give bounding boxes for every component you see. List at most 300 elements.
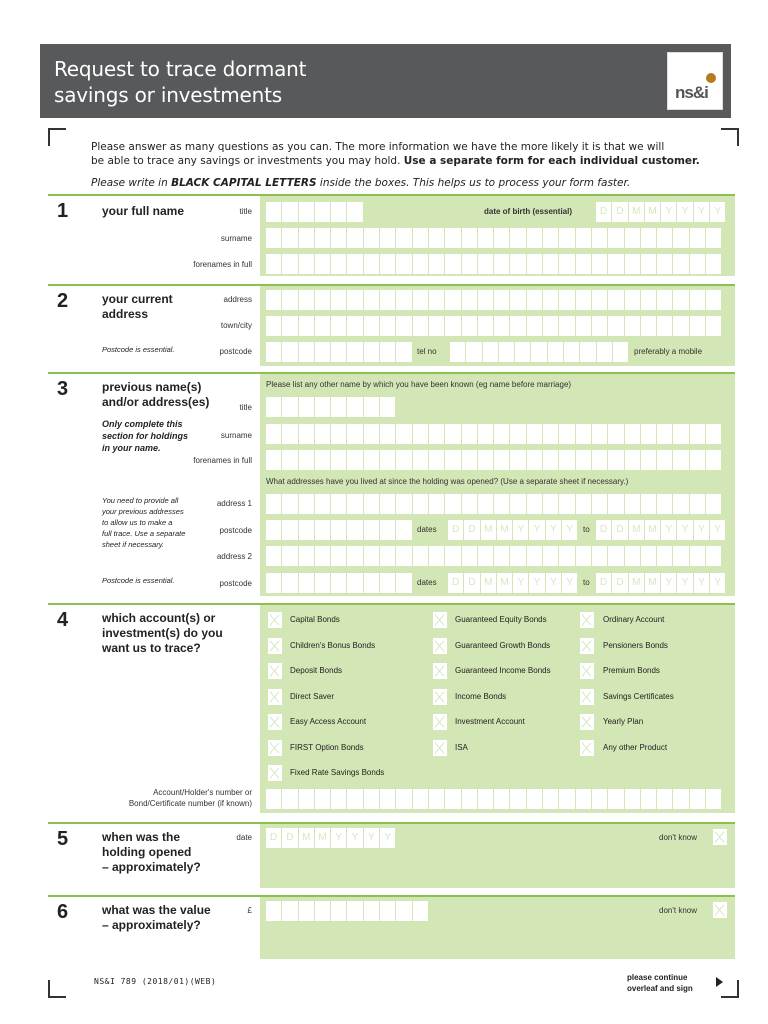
char-box[interactable] <box>413 494 429 514</box>
char-box[interactable] <box>641 254 657 274</box>
date-char-box[interactable]: Y <box>513 573 529 593</box>
s3-dates1-to-boxes[interactable] <box>596 520 726 540</box>
date-char-box[interactable]: Y <box>529 520 545 540</box>
char-box[interactable] <box>673 546 689 566</box>
char-box[interactable] <box>364 316 380 336</box>
char-box[interactable] <box>494 494 510 514</box>
char-box[interactable] <box>396 546 412 566</box>
account-checkbox[interactable] <box>580 689 594 705</box>
char-box[interactable] <box>331 494 347 514</box>
char-box[interactable] <box>494 546 510 566</box>
char-box[interactable] <box>706 290 722 310</box>
char-box[interactable] <box>608 546 624 566</box>
char-box[interactable] <box>478 546 494 566</box>
s3-dates2-from-boxes[interactable] <box>448 573 578 593</box>
char-box[interactable] <box>690 450 706 470</box>
s2-postcode-boxes[interactable] <box>266 342 413 362</box>
char-box[interactable] <box>527 290 543 310</box>
date-char-box[interactable]: D <box>448 573 464 593</box>
char-box[interactable] <box>282 450 298 470</box>
date-char-box[interactable]: Y <box>661 573 677 593</box>
char-box[interactable] <box>673 290 689 310</box>
s2-tel-boxes[interactable] <box>450 342 629 362</box>
s3-dates1-from-boxes[interactable] <box>448 520 578 540</box>
char-box[interactable] <box>559 789 575 809</box>
char-box[interactable] <box>282 520 298 540</box>
char-box[interactable] <box>331 202 347 222</box>
char-box[interactable] <box>510 546 526 566</box>
char-box[interactable] <box>266 342 282 362</box>
char-box[interactable] <box>331 573 347 593</box>
char-box[interactable] <box>527 424 543 444</box>
char-box[interactable] <box>462 494 478 514</box>
date-char-box[interactable]: Y <box>710 573 726 593</box>
date-char-box[interactable]: D <box>464 573 480 593</box>
char-box[interactable] <box>576 494 592 514</box>
char-box[interactable] <box>299 546 315 566</box>
date-char-box[interactable]: M <box>645 573 661 593</box>
char-box[interactable] <box>527 450 543 470</box>
char-box[interactable] <box>364 228 380 248</box>
char-box[interactable] <box>299 202 315 222</box>
char-box[interactable] <box>690 290 706 310</box>
char-box[interactable] <box>445 494 461 514</box>
char-box[interactable] <box>706 494 722 514</box>
char-box[interactable] <box>576 254 592 274</box>
char-box[interactable] <box>315 290 331 310</box>
char-box[interactable] <box>413 546 429 566</box>
date-char-box[interactable]: Y <box>513 520 529 540</box>
char-box[interactable] <box>543 290 559 310</box>
char-box[interactable] <box>580 342 596 362</box>
s6-dont-know-checkbox[interactable] <box>713 902 727 918</box>
char-box[interactable] <box>608 228 624 248</box>
date-char-box[interactable]: M <box>299 828 315 848</box>
char-box[interactable] <box>364 494 380 514</box>
char-box[interactable] <box>657 789 673 809</box>
char-box[interactable] <box>380 342 396 362</box>
char-box[interactable] <box>657 254 673 274</box>
date-char-box[interactable]: Y <box>694 573 710 593</box>
char-box[interactable] <box>462 450 478 470</box>
char-box[interactable] <box>564 342 580 362</box>
char-box[interactable] <box>331 546 347 566</box>
date-char-box[interactable]: D <box>464 520 480 540</box>
char-box[interactable] <box>543 494 559 514</box>
char-box[interactable] <box>364 901 380 921</box>
char-box[interactable] <box>380 520 396 540</box>
date-char-box[interactable]: Y <box>694 202 710 222</box>
char-box[interactable] <box>413 290 429 310</box>
char-box[interactable] <box>380 254 396 274</box>
char-box[interactable] <box>282 342 298 362</box>
char-box[interactable] <box>364 424 380 444</box>
char-box[interactable] <box>510 424 526 444</box>
char-box[interactable] <box>527 254 543 274</box>
date-char-box[interactable]: Y <box>364 828 380 848</box>
char-box[interactable] <box>282 546 298 566</box>
date-char-box[interactable]: Y <box>677 202 693 222</box>
date-char-box[interactable]: Y <box>380 828 396 848</box>
account-checkbox[interactable] <box>433 663 447 679</box>
date-char-box[interactable]: Y <box>347 828 363 848</box>
char-box[interactable] <box>608 494 624 514</box>
char-box[interactable] <box>364 789 380 809</box>
char-box[interactable] <box>510 228 526 248</box>
s3-title-boxes[interactable] <box>266 397 396 417</box>
char-box[interactable] <box>266 494 282 514</box>
char-box[interactable] <box>576 316 592 336</box>
char-box[interactable] <box>559 228 575 248</box>
account-checkbox[interactable] <box>268 689 282 705</box>
char-box[interactable] <box>299 494 315 514</box>
char-box[interactable] <box>543 424 559 444</box>
date-char-box[interactable]: Y <box>562 520 578 540</box>
account-checkbox[interactable] <box>433 689 447 705</box>
char-box[interactable] <box>543 228 559 248</box>
char-box[interactable] <box>282 573 298 593</box>
char-box[interactable] <box>364 290 380 310</box>
account-checkbox[interactable] <box>268 740 282 756</box>
char-box[interactable] <box>478 789 494 809</box>
char-box[interactable] <box>347 546 363 566</box>
char-box[interactable] <box>315 546 331 566</box>
char-box[interactable] <box>510 494 526 514</box>
char-box[interactable] <box>266 789 282 809</box>
char-box[interactable] <box>396 573 412 593</box>
char-box[interactable] <box>429 494 445 514</box>
char-box[interactable] <box>494 254 510 274</box>
char-box[interactable] <box>450 342 466 362</box>
char-box[interactable] <box>510 254 526 274</box>
char-box[interactable] <box>592 789 608 809</box>
char-box[interactable] <box>266 228 282 248</box>
char-box[interactable] <box>315 494 331 514</box>
char-box[interactable] <box>462 546 478 566</box>
char-box[interactable] <box>347 397 363 417</box>
char-box[interactable] <box>331 901 347 921</box>
char-box[interactable] <box>299 573 315 593</box>
char-box[interactable] <box>657 546 673 566</box>
char-box[interactable] <box>331 254 347 274</box>
char-box[interactable] <box>396 901 412 921</box>
char-box[interactable] <box>608 290 624 310</box>
date-char-box[interactable]: Y <box>694 520 710 540</box>
char-box[interactable] <box>576 424 592 444</box>
s3-surname-boxes[interactable] <box>266 424 722 444</box>
char-box[interactable] <box>445 254 461 274</box>
s6-value-boxes[interactable] <box>266 901 429 921</box>
char-box[interactable] <box>266 546 282 566</box>
char-box[interactable] <box>429 228 445 248</box>
date-char-box[interactable]: M <box>629 520 645 540</box>
account-checkbox[interactable] <box>268 714 282 730</box>
char-box[interactable] <box>673 316 689 336</box>
char-box[interactable] <box>673 228 689 248</box>
char-box[interactable] <box>483 342 499 362</box>
char-box[interactable] <box>315 202 331 222</box>
account-checkbox[interactable] <box>433 740 447 756</box>
account-checkbox[interactable] <box>580 714 594 730</box>
s1-title-boxes[interactable] <box>266 202 364 222</box>
char-box[interactable] <box>625 789 641 809</box>
char-box[interactable] <box>625 546 641 566</box>
date-char-box[interactable]: M <box>645 520 661 540</box>
s1-dob-boxes[interactable] <box>596 202 726 222</box>
char-box[interactable] <box>299 228 315 248</box>
char-box[interactable] <box>527 494 543 514</box>
char-box[interactable] <box>462 254 478 274</box>
char-box[interactable] <box>429 546 445 566</box>
char-box[interactable] <box>478 494 494 514</box>
char-box[interactable] <box>462 316 478 336</box>
char-box[interactable] <box>429 450 445 470</box>
char-box[interactable] <box>445 450 461 470</box>
char-box[interactable] <box>478 424 494 444</box>
char-box[interactable] <box>559 254 575 274</box>
char-box[interactable] <box>576 228 592 248</box>
char-box[interactable] <box>315 573 331 593</box>
char-box[interactable] <box>543 316 559 336</box>
char-box[interactable] <box>531 342 547 362</box>
s5-dont-know-checkbox[interactable] <box>713 829 727 845</box>
date-char-box[interactable]: Y <box>710 202 726 222</box>
char-box[interactable] <box>576 290 592 310</box>
char-box[interactable] <box>657 424 673 444</box>
char-box[interactable] <box>396 424 412 444</box>
char-box[interactable] <box>380 789 396 809</box>
s3-forenames-boxes[interactable] <box>266 450 722 470</box>
char-box[interactable] <box>413 789 429 809</box>
char-box[interactable] <box>266 290 282 310</box>
char-box[interactable] <box>510 789 526 809</box>
char-box[interactable] <box>347 228 363 248</box>
char-box[interactable] <box>657 450 673 470</box>
char-box[interactable] <box>315 450 331 470</box>
char-box[interactable] <box>282 494 298 514</box>
char-box[interactable] <box>625 290 641 310</box>
char-box[interactable] <box>690 316 706 336</box>
char-box[interactable] <box>690 494 706 514</box>
s1-surname-boxes[interactable] <box>266 228 722 248</box>
char-box[interactable] <box>592 254 608 274</box>
date-char-box[interactable]: D <box>612 520 628 540</box>
char-box[interactable] <box>592 290 608 310</box>
char-box[interactable] <box>396 290 412 310</box>
char-box[interactable] <box>282 397 298 417</box>
char-box[interactable] <box>364 546 380 566</box>
char-box[interactable] <box>413 450 429 470</box>
char-box[interactable] <box>445 316 461 336</box>
date-char-box[interactable]: Y <box>677 520 693 540</box>
char-box[interactable] <box>576 546 592 566</box>
char-box[interactable] <box>299 520 315 540</box>
char-box[interactable] <box>527 316 543 336</box>
date-char-box[interactable]: Y <box>546 520 562 540</box>
char-box[interactable] <box>380 228 396 248</box>
char-box[interactable] <box>462 789 478 809</box>
char-box[interactable] <box>266 254 282 274</box>
char-box[interactable] <box>478 450 494 470</box>
char-box[interactable] <box>282 316 298 336</box>
char-box[interactable] <box>527 789 543 809</box>
char-box[interactable] <box>364 342 380 362</box>
char-box[interactable] <box>331 228 347 248</box>
char-box[interactable] <box>396 342 412 362</box>
char-box[interactable] <box>299 290 315 310</box>
char-box[interactable] <box>641 494 657 514</box>
char-box[interactable] <box>315 397 331 417</box>
char-box[interactable] <box>347 290 363 310</box>
char-box[interactable] <box>641 789 657 809</box>
date-char-box[interactable]: Y <box>562 573 578 593</box>
char-box[interactable] <box>690 228 706 248</box>
char-box[interactable] <box>331 397 347 417</box>
char-box[interactable] <box>576 789 592 809</box>
char-box[interactable] <box>299 424 315 444</box>
char-box[interactable] <box>299 342 315 362</box>
char-box[interactable] <box>315 424 331 444</box>
char-box[interactable] <box>543 254 559 274</box>
char-box[interactable] <box>315 520 331 540</box>
char-box[interactable] <box>608 789 624 809</box>
char-box[interactable] <box>347 789 363 809</box>
char-box[interactable] <box>315 228 331 248</box>
char-box[interactable] <box>559 546 575 566</box>
char-box[interactable] <box>413 228 429 248</box>
char-box[interactable] <box>364 573 380 593</box>
char-box[interactable] <box>706 316 722 336</box>
char-box[interactable] <box>429 290 445 310</box>
s5-date-boxes[interactable] <box>266 828 396 848</box>
char-box[interactable] <box>641 316 657 336</box>
char-box[interactable] <box>429 789 445 809</box>
char-box[interactable] <box>266 397 282 417</box>
char-box[interactable] <box>266 573 282 593</box>
date-char-box[interactable]: Y <box>661 202 677 222</box>
date-char-box[interactable]: Y <box>677 573 693 593</box>
char-box[interactable] <box>299 316 315 336</box>
date-char-box[interactable]: Y <box>661 520 677 540</box>
char-box[interactable] <box>299 450 315 470</box>
char-box[interactable] <box>494 450 510 470</box>
char-box[interactable] <box>559 450 575 470</box>
char-box[interactable] <box>364 254 380 274</box>
char-box[interactable] <box>380 573 396 593</box>
char-box[interactable] <box>364 450 380 470</box>
char-box[interactable] <box>315 789 331 809</box>
char-box[interactable] <box>592 494 608 514</box>
date-char-box[interactable]: D <box>596 520 612 540</box>
char-box[interactable] <box>364 397 380 417</box>
account-checkbox[interactable] <box>433 714 447 730</box>
char-box[interactable] <box>266 316 282 336</box>
date-char-box[interactable]: M <box>645 202 661 222</box>
char-box[interactable] <box>548 342 564 362</box>
char-box[interactable] <box>527 546 543 566</box>
char-box[interactable] <box>380 290 396 310</box>
date-char-box[interactable]: M <box>315 828 331 848</box>
char-box[interactable] <box>494 316 510 336</box>
char-box[interactable] <box>347 450 363 470</box>
char-box[interactable] <box>657 228 673 248</box>
account-checkbox[interactable] <box>268 612 282 628</box>
char-box[interactable] <box>559 316 575 336</box>
char-box[interactable] <box>673 494 689 514</box>
char-box[interactable] <box>331 520 347 540</box>
char-box[interactable] <box>592 424 608 444</box>
s2-town-boxes[interactable] <box>266 316 722 336</box>
s3-address1-boxes[interactable] <box>266 494 722 514</box>
char-box[interactable] <box>299 397 315 417</box>
date-char-box[interactable]: M <box>481 573 497 593</box>
char-box[interactable] <box>331 424 347 444</box>
s2-address-boxes[interactable] <box>266 290 722 310</box>
char-box[interactable] <box>299 901 315 921</box>
char-box[interactable] <box>429 424 445 444</box>
char-box[interactable] <box>282 901 298 921</box>
char-box[interactable] <box>657 316 673 336</box>
char-box[interactable] <box>331 450 347 470</box>
char-box[interactable] <box>445 228 461 248</box>
char-box[interactable] <box>347 573 363 593</box>
char-box[interactable] <box>641 546 657 566</box>
char-box[interactable] <box>282 290 298 310</box>
account-checkbox[interactable] <box>268 663 282 679</box>
char-box[interactable] <box>543 546 559 566</box>
date-char-box[interactable]: D <box>596 573 612 593</box>
account-checkbox[interactable] <box>433 638 447 654</box>
char-box[interactable] <box>347 424 363 444</box>
char-box[interactable] <box>266 202 282 222</box>
char-box[interactable] <box>690 424 706 444</box>
char-box[interactable] <box>396 789 412 809</box>
char-box[interactable] <box>510 316 526 336</box>
char-box[interactable] <box>706 789 722 809</box>
char-box[interactable] <box>315 316 331 336</box>
char-box[interactable] <box>282 202 298 222</box>
char-box[interactable] <box>396 450 412 470</box>
char-box[interactable] <box>380 397 396 417</box>
date-char-box[interactable]: Y <box>710 520 726 540</box>
date-char-box[interactable]: M <box>497 520 513 540</box>
char-box[interactable] <box>657 290 673 310</box>
date-char-box[interactable]: Y <box>529 573 545 593</box>
char-box[interactable] <box>282 228 298 248</box>
char-box[interactable] <box>429 316 445 336</box>
char-box[interactable] <box>559 494 575 514</box>
s3-postcode2-boxes[interactable] <box>266 573 413 593</box>
char-box[interactable] <box>510 290 526 310</box>
char-box[interactable] <box>445 290 461 310</box>
char-box[interactable] <box>347 202 363 222</box>
char-box[interactable] <box>613 342 629 362</box>
char-box[interactable] <box>592 228 608 248</box>
char-box[interactable] <box>597 342 613 362</box>
char-box[interactable] <box>266 424 282 444</box>
char-box[interactable] <box>347 342 363 362</box>
char-box[interactable] <box>380 450 396 470</box>
char-box[interactable] <box>380 424 396 444</box>
date-char-box[interactable]: D <box>448 520 464 540</box>
char-box[interactable] <box>673 254 689 274</box>
char-box[interactable] <box>347 254 363 274</box>
char-box[interactable] <box>657 494 673 514</box>
char-box[interactable] <box>445 789 461 809</box>
char-box[interactable] <box>445 424 461 444</box>
char-box[interactable] <box>396 228 412 248</box>
char-box[interactable] <box>499 342 515 362</box>
